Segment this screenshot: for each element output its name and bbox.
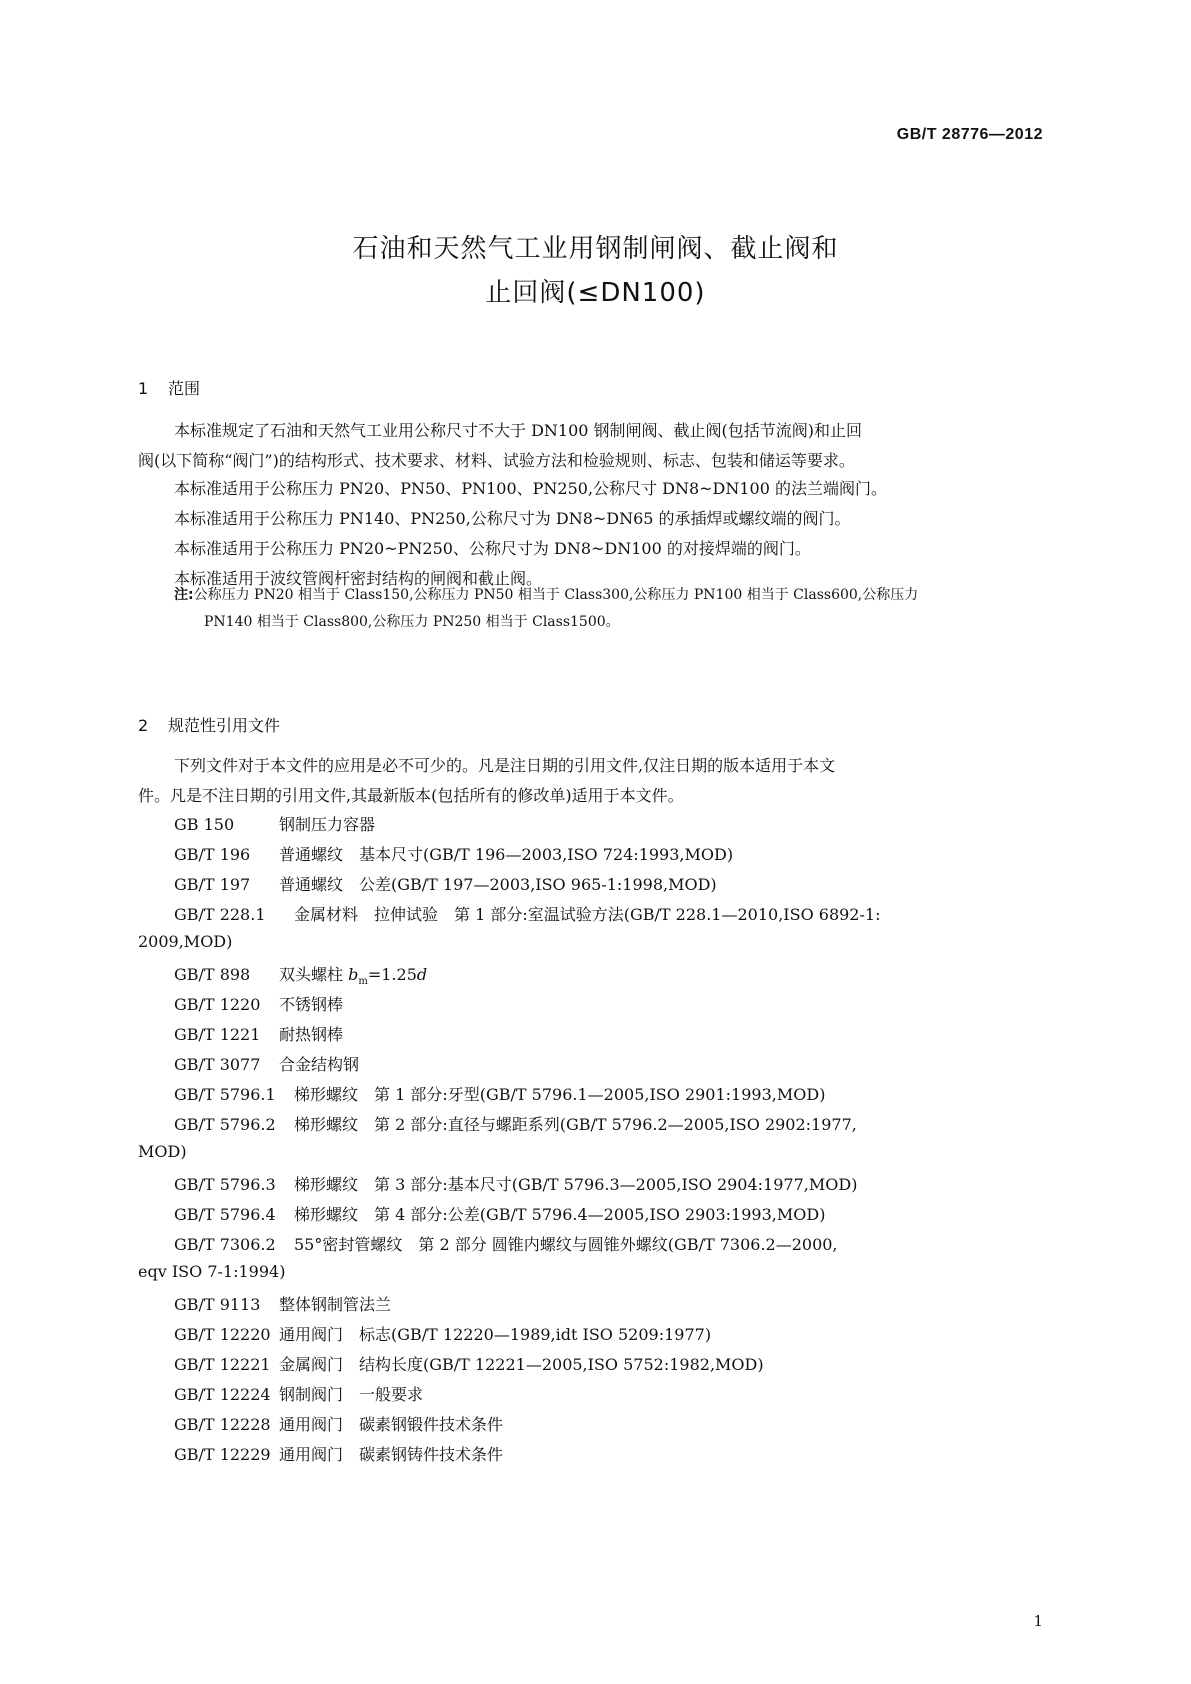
- reference-code: GB/T 12229: [174, 1445, 271, 1464]
- reference-code: GB/T 197: [174, 875, 251, 894]
- reference-title: 55°密封管螺纹 第 2 部分 圆锥内螺纹与圆锥外螺纹(GB/T 7306.2—2000,: [294, 1235, 838, 1254]
- reference-item: [174, 1172, 857, 1195]
- reference-code: GB/T 12221: [174, 1355, 271, 1374]
- note-text: 公称压力 PN20 相当于 Class150,公称压力 PN50 相当于 Class300,公称压力 PN100 相当于 Class600,公称压力: [193, 587, 919, 603]
- scope-paragraph-1: [138, 416, 1055, 476]
- reference-continuation: eqv ISO 7-1:1994): [138, 1262, 286, 1281]
- reference-item: [174, 1232, 838, 1255]
- reference-item: [174, 1052, 359, 1075]
- reference-item: [174, 1442, 503, 1465]
- reference-item: [174, 1202, 825, 1225]
- document-title-line-1: 石油和天然气工业用钢制闸阀、截止阀和: [352, 234, 839, 264]
- reference-title: 普通螺纹 公差(GB/T 197—2003,ISO 965-1:1998,MOD): [279, 875, 717, 894]
- reference-item: [174, 1382, 423, 1405]
- reference-item: [174, 1292, 391, 1315]
- reference-code: GB/T 9113: [174, 1295, 261, 1314]
- section-number: 2: [138, 716, 149, 735]
- formula-subscript: m: [358, 976, 368, 988]
- reference-title: 整体钢制管法兰: [279, 1295, 392, 1314]
- reference-code: GB/T 1221: [174, 1025, 261, 1044]
- reference-item: [174, 842, 733, 865]
- reference-code: GB/T 228.1: [174, 905, 266, 924]
- scope-paragraph-4: 本标准适用于公称压力 PN20~PN250、公称尺寸为 DN8~DN100 的对接焊端的阀门。: [174, 539, 811, 558]
- reference-title: 通用阀门 碳素钢锻件技术条件: [279, 1415, 504, 1434]
- paragraph-line: 本标准规定了石油和天然气工业用公称尺寸不大于 DN100 钢制闸阀、截止阀(包括节流阀)和止回: [174, 421, 863, 440]
- reference-item: [174, 872, 717, 895]
- reference-code: GB/T 5796.3: [174, 1175, 276, 1194]
- reference-item: [174, 1022, 343, 1045]
- section-2-heading: [138, 713, 280, 736]
- reference-title: 梯形螺纹 第 1 部分:牙型(GB/T 5796.1—2005,ISO 2901:1993,MOD): [294, 1085, 826, 1104]
- reference-title: 不锈钢棒: [279, 995, 344, 1014]
- reference-title: 梯形螺纹 第 4 部分:公差(GB/T 5796.4—2005,ISO 2903:1993,MOD): [294, 1205, 826, 1224]
- reference-item: [174, 1412, 503, 1435]
- reference-title: 通用阀门 标志(GB/T 12220—1989,idt ISO 5209:1977): [279, 1325, 712, 1344]
- page-number: 1: [1033, 1612, 1043, 1630]
- reference-item: [174, 992, 343, 1015]
- reference-title: 钢制压力容器: [279, 815, 376, 834]
- reference-title: 梯形螺纹 第 3 部分:基本尺寸(GB/T 5796.3—2005,ISO 2904:1977,MOD): [294, 1175, 858, 1194]
- formula-variable: d: [416, 965, 428, 984]
- reference-title: 普通螺纹 基本尺寸(GB/T 196—2003,ISO 724:1993,MOD): [279, 845, 734, 864]
- note-label: 注:: [174, 587, 194, 603]
- references-intro: [138, 751, 1055, 811]
- reference-title: 合金结构钢: [279, 1055, 360, 1074]
- reference-code: GB/T 5796.4: [174, 1205, 276, 1224]
- formula-value: =1.25: [367, 965, 417, 984]
- document-title-line-2: 止回阀(≤DN100): [485, 278, 706, 308]
- paragraph-line: 阀(以下简称“阀门”)的结构形式、技术要求、材料、试验方法和检验规则、标志、包装和储运等要求。: [138, 451, 855, 470]
- reference-item: [174, 902, 880, 925]
- reference-item: [174, 1352, 764, 1375]
- reference-title: 耐热钢棒: [279, 1025, 344, 1044]
- reference-code: GB/T 5796.2: [174, 1115, 276, 1134]
- reference-title: 金属阀门 结构长度(GB/T 12221—2005,ISO 5752:1982,MOD): [279, 1355, 764, 1374]
- reference-code: GB/T 898: [174, 965, 251, 984]
- reference-title: 金属材料 拉伸试验 第 1 部分:室温试验方法(GB/T 228.1—2010,ISO 6892-1:: [294, 905, 881, 924]
- reference-code: GB/T 7306.2: [174, 1235, 276, 1254]
- scope-note: [174, 582, 1054, 636]
- reference-title: 通用阀门 碳素钢铸件技术条件: [279, 1445, 504, 1464]
- reference-code: GB/T 196: [174, 845, 251, 864]
- formula-variable: b: [348, 965, 359, 984]
- reference-code: GB 150: [174, 815, 235, 834]
- scope-paragraph-3: 本标准适用于公称压力 PN140、PN250,公称尺寸为 DN8~DN65 的承插焊或螺纹端的阀门。: [174, 509, 851, 528]
- reference-item: [174, 812, 375, 835]
- reference-code: GB/T 12224: [174, 1385, 271, 1404]
- section-title: 规范性引用文件: [168, 716, 281, 735]
- reference-code: GB/T 3077: [174, 1055, 261, 1074]
- section-title: 范围: [168, 379, 201, 398]
- reference-item: [174, 1112, 857, 1135]
- paragraph-line: 件。凡是不注日期的引用文件,其最新版本(包括所有的修改单)适用于本文件。: [138, 786, 684, 805]
- reference-item: [174, 1082, 825, 1105]
- standard-code: GB/T 28776—2012: [896, 126, 1043, 143]
- section-number: 1: [138, 379, 149, 398]
- reference-continuation: 2009,MOD): [138, 932, 233, 951]
- paragraph-line: 下列文件对于本文件的应用是必不可少的。凡是注日期的引用文件,仅注日期的版本适用于本文: [174, 756, 836, 775]
- scope-paragraph-5: 本标准适用于波纹管阀杆密封结构的闸阀和截止阀。: [174, 569, 543, 588]
- reference-continuation: MOD): [138, 1142, 187, 1161]
- reference-code: GB/T 12220: [174, 1325, 271, 1344]
- reference-code: GB/T 1220: [174, 995, 261, 1014]
- section-1-heading: [138, 376, 200, 399]
- reference-item: [174, 962, 427, 987]
- note-text: PN140 相当于 Class800,公称压力 PN250 相当于 Class1500。: [204, 614, 620, 630]
- reference-code: GB/T 5796.1: [174, 1085, 276, 1104]
- scope-paragraph-2: 本标准适用于公称压力 PN20、PN50、PN100、PN250,公称尺寸 DN8~DN100 的法兰端阀门。: [174, 479, 887, 498]
- reference-title: 双头螺柱: [279, 965, 344, 984]
- reference-title: 钢制阀门 一般要求: [279, 1385, 424, 1404]
- reference-item: [174, 1322, 711, 1345]
- reference-title: 梯形螺纹 第 2 部分:直径与螺距系列(GB/T 5796.2—2005,ISO 2902:1977,: [294, 1115, 857, 1134]
- reference-code: GB/T 12228: [174, 1415, 271, 1434]
